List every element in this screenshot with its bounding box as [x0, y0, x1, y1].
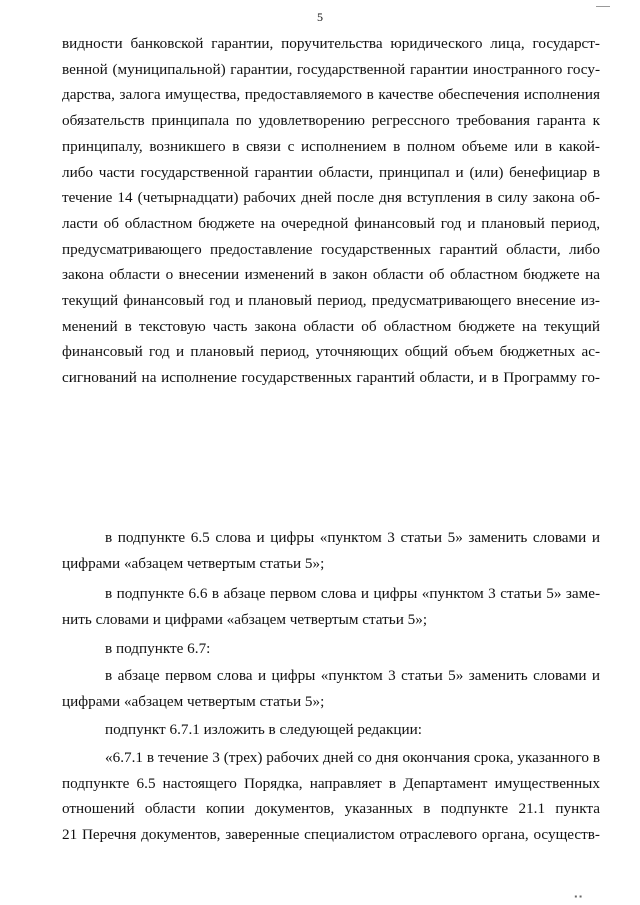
scan-artifact-mark: ▪ ▪ [574, 892, 582, 901]
text-line: предусматривающего предоставление государственных гарантий области, либо [62, 240, 600, 258]
text-line: закона области о внесении изменений в закон области об областном бюджете на [62, 266, 600, 284]
text-line: в абзаце первом слова и цифры «пунктом 3 статьи 5» заменить словами и [105, 667, 600, 684]
text-line: «6.7.1 в течение 3 (трех) рабочих дней со дня окончания срока, указанного в [105, 749, 600, 766]
page-number: 5 [317, 10, 323, 24]
text-line: подпункт 6.7.1 изложить в следующей редакции: [105, 721, 422, 738]
text-line: сигнований на исполнение государственных гарантий области, и в Программу го- [62, 369, 600, 387]
text-line: ласти об областном бюджете на очередной финансовый год и плановый период, [62, 214, 600, 232]
text-line: 21 Перечня документов, заверенные специалистом отраслевого органа, осуществ- [62, 826, 600, 844]
text-line: венной (муниципальной) гарантии, государственной гарантии иностранного госу- [62, 60, 600, 78]
text-line: текущий финансовый год и плановый период, предусматривающего внесение из- [62, 292, 600, 309]
text-line: принципалу, возникшего в связи с исполнением в полном объеме или в какой- [62, 137, 600, 155]
text-line: в подпункте 6.5 слова и цифры «пунктом 3 статьи 5» заменить словами и [105, 529, 600, 546]
text-line: менений в текстовую часть закона области об областном бюджете на текущий [62, 317, 600, 335]
text-line: течение 14 (четырнадцати) рабочих дней после дня вступления в силу закона об- [62, 189, 600, 207]
text-line: нить словами и цифрами «абзацем четвертым статьи 5»; [62, 610, 428, 628]
text-line: в подпункте 6.6 в абзаце первом слова и цифры «пунктом 3 статьи 5» заме- [105, 585, 600, 602]
text-line: дарства, залога имущества, предоставляемого в качестве обеспечения исполнения [62, 86, 600, 104]
text-line: в подпункте 6.7: [105, 640, 211, 657]
page-corner-mark [596, 6, 610, 7]
text-line: отношений области копии документов, указанных в подпункте 21.1 пункта [62, 800, 600, 818]
text-line: цифрами «абзацем четвертым статьи 5»; [62, 692, 325, 710]
text-line: подпункте 6.5 настоящего Порядка, направляет в Департамент имущественных [62, 774, 600, 792]
text-line: либо части государственной гарантии области, принципал и (или) бенефициар в [62, 163, 600, 181]
text-line: обязательств принципала по удовлетворению регрессного требования гаранта к [62, 112, 600, 130]
text-line: цифрами «абзацем четвертым статьи 5»; [62, 554, 325, 572]
text-line: видности банковской гарантии, поручительства юридического лица, государст- [62, 35, 600, 52]
text-line: финансовый год и плановый период, уточняющих общий объем бюджетных ас- [62, 343, 600, 361]
